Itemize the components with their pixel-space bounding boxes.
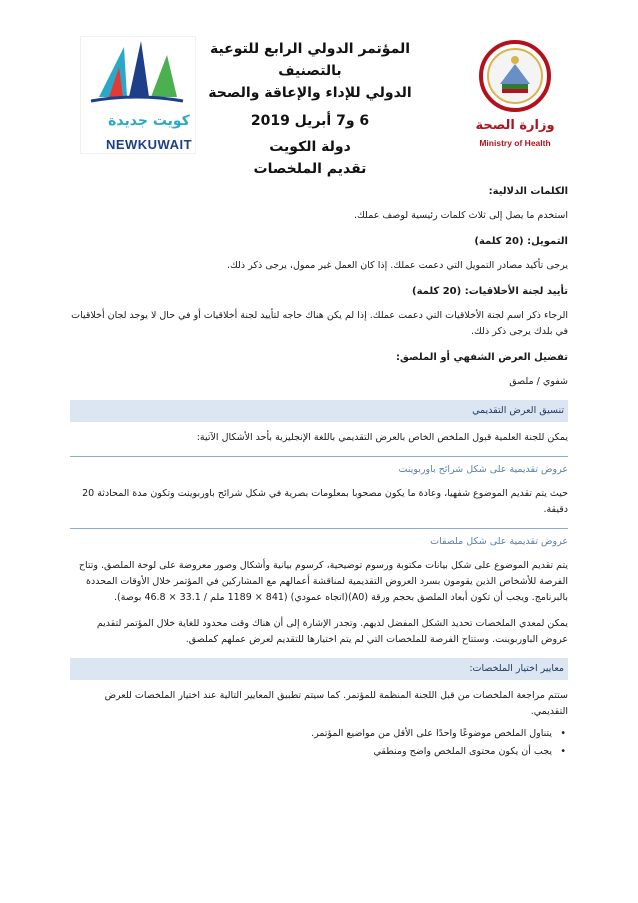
new-kuwait-english: NEWKUWAIT	[105, 137, 193, 152]
moh-emblem-icon	[460, 38, 570, 118]
selection-criteria-text: ستتم مراجعة الملخصات من قبل اللجنة المنظمة للمؤتمر. كما سيتم تطبيق المعايير التالية عند اختيار الملخصات للعرض التقديمي.	[104, 690, 568, 717]
new-kuwait-arabic: كويت جديدة	[108, 113, 190, 129]
poster-heading: عروض تقديمية على شكل ملصقات	[70, 528, 568, 550]
funding-heading: التمويل: (20 كلمة)	[474, 236, 568, 247]
selection-criteria-band: معايير اختيار الملخصات:	[70, 658, 568, 680]
poster-note: يمكن لمعدي الملخصات تحديد الشكل المفضل لديهم. وتجدر الإشارة إلى أن هناك وقت محدود للغاية خلال المؤتمر لتقديم عروض الباوربوينت. وستتاح الفرصة للملخصات التي لم يتم اختيارها للتقديم لعرض عملهم كملصق.	[96, 618, 568, 645]
ethics-heading: تأييد لجنة الأخلاقيات: (20 كلمة)	[412, 286, 568, 297]
ethics-text: الرجاء ذكر اسم لجنة الأخلاقيات التي دعمت عملك. إذا لم يكن هناك حاجه لتأييد لجنة أخلاقيات أو في حال لا يوجد لجان أخلاقيات في بلدك يرجى ذكر ذلك.	[71, 310, 568, 337]
title-line-1: المؤتمر الدولي الرابع للتوعية بالتصنيف	[209, 41, 411, 79]
conference-title-block	[200, 38, 420, 180]
title-line-2: الدولي للإداء والإعاقة والصحة	[208, 85, 412, 101]
powerpoint-text: حيث يتم تقديم الموضوع شفهيا، وعادة ما يكون مصحوبا بمعلومات بصرية في شكل شرائح باوربوينت وتكون مدة المحادثة 20 دقيقة.	[82, 488, 568, 515]
sails-icon	[79, 37, 195, 113]
header	[70, 30, 570, 177]
presentation-format-text: يمكن للجنة العلمية قبول الملخص الخاص بالعرض التقديمي باللغة الإنجليزية بأحد الأشكال الآتية:	[196, 432, 568, 443]
criteria-item-1: يتناول الملخص موضوعًا واحدًا على الأقل من مواضيع المؤتمر.	[311, 728, 552, 739]
criteria-item-2: يجب أن يكون محتوى الملخص واضح ومنطقي	[373, 746, 552, 757]
list-item	[70, 726, 568, 742]
new-kuwait-logo	[80, 36, 196, 154]
powerpoint-heading: عروض تقديمية على شكل شرائح باوربوينت	[70, 456, 568, 478]
list-item	[70, 744, 568, 760]
form-content	[70, 178, 568, 762]
poster-text: يتم تقديم الموضوع على شكل بيانات مكتوبة ورسوم توضيحية، كرسوم بيانية وأشكال وصور معروضة على لوحة الملصق. وتتاح الفرصة للأشخاص الذين يقومون بسرد العروض التقديمية لمناقشة أعمالهم مع المشاركين في المؤتمر خلال الأوقات المحددة بالبرنامج. ويجب أن تكون أبعاد الملصق بحجم ورقة (A0)(اتجاه عمودي) (841 × 1189 ملم / 33.1 × 46.8 بوصة).	[78, 560, 568, 603]
bullet-icon: •	[560, 746, 566, 757]
moh-name-english: Ministry of Health	[479, 138, 551, 148]
keywords-heading: الكلمات الدلالية:	[488, 186, 568, 197]
conference-country: دولة الكويت	[269, 139, 351, 155]
moh-name-arabic: وزارة الصحة	[475, 118, 555, 133]
conference-date: 6 و7 أبريل 2019	[250, 113, 370, 129]
funding-text: يرجى تأكيد مصادر التمويل التي دعمت عملك. إذا كان العمل غير ممول، يرجى ذكر ذلك.	[227, 260, 568, 271]
criteria-list	[70, 726, 568, 760]
presentation-format-band: تنسيق العرض التقديمي	[70, 400, 568, 422]
page-title: تقديم الملخصات	[253, 161, 367, 177]
bullet-icon: •	[560, 728, 566, 739]
presentation-preference-text: شفوي / ملصق	[509, 376, 568, 387]
keywords-text: استخدم ما يصل إلى ثلاث كلمات رئيسية لوصف عملك.	[354, 210, 568, 221]
presentation-preference-heading: تفضيل العرض الشفهي أو الملصق:	[396, 352, 568, 363]
ministry-of-health-logo	[460, 38, 570, 153]
